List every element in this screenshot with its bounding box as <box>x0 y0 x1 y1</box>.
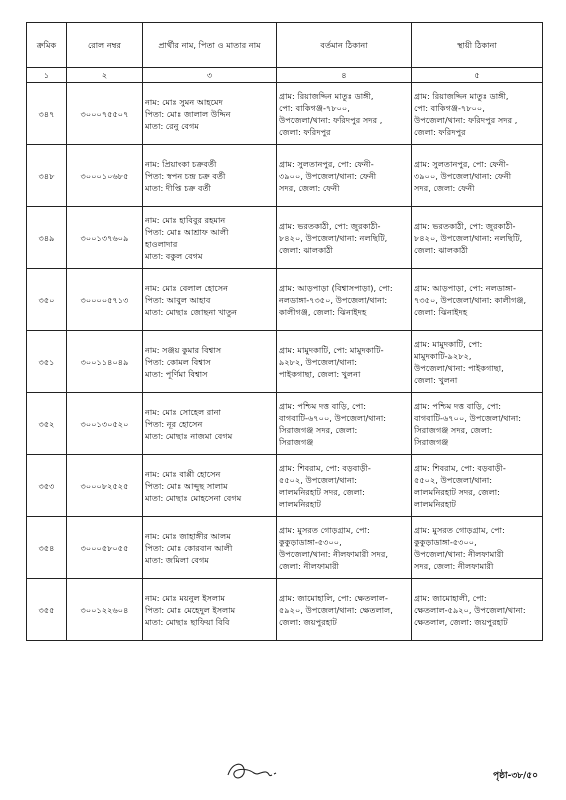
permanent-address-cell-line: জেলা: ফরিদপুর <box>414 126 466 137</box>
permanent-address-cell-line: কুকুড়াডাঙ্গা-৫৩০০, <box>414 536 477 547</box>
present-address-cell-line: সিরাজগঞ্জ সদর, জেলা: <box>279 424 358 435</box>
name-cell <box>143 455 277 517</box>
present-address-cell <box>277 579 412 641</box>
present-address-cell-line: কুকুড়াডাঙ্গা-৫৩০০, <box>279 536 342 547</box>
column-number: ৫ <box>412 68 543 83</box>
present-address-cell-line: নলডাঙ্গা-৭৩৫০, উপজেলা/থানা: <box>279 294 388 305</box>
present-address-cell <box>277 331 412 393</box>
name-cell-line: মাতা: মোছাঃ মোহসেনা বেগম <box>145 492 242 503</box>
serial-cell: ৩৫৩ <box>27 455 67 517</box>
name-cell-line: নাম: মোঃ ময়নুল ইসলাম <box>145 592 226 603</box>
header-row <box>27 23 543 68</box>
roll-cell: ৩০০১৩৭৬০৯ <box>67 207 143 269</box>
name-cell <box>143 145 277 207</box>
present-address-cell-line: ৯২৮২, উপজেলা/থানা: <box>279 356 357 367</box>
table-row <box>27 393 543 455</box>
table-row <box>27 331 543 393</box>
name-cell-line: নাম: সঞ্জয় কুমার বিশ্বাস <box>145 344 222 355</box>
present-address-cell-line: পো: বাকিগঞ্জ-৭৮০০, <box>279 102 350 113</box>
header-name: প্রার্থীর নাম, পিতা ও মাতার নাম <box>143 23 277 68</box>
serial-cell: ৩৫০ <box>27 269 67 331</box>
name-cell-line: মাতা: দীপ্তি চক্র বর্তী <box>145 182 212 193</box>
name-cell-line: পিতা: মোঃ মেহেদুল ইসলাম <box>145 604 236 615</box>
signature-icon <box>224 757 284 785</box>
permanent-address-cell <box>412 145 543 207</box>
name-cell-line: মাতা: বকুল বেগম <box>145 250 203 261</box>
permanent-address-cell <box>412 579 543 641</box>
name-cell-line: পিতা: মোঃ জালাল উদ্দিন <box>145 108 231 119</box>
name-cell-line: নাম: মোঃ বেলাল হোসেন <box>145 282 229 293</box>
present-address-cell-line: ৩৯০০, উপজেলা/থানা: ফেনী <box>279 170 377 181</box>
name-cell-line: পিতা: স্বপন চন্দ্র চক্র বর্তী <box>145 170 226 181</box>
table-row <box>27 207 543 269</box>
column-number: ২ <box>67 68 143 83</box>
permanent-address-cell <box>412 269 543 331</box>
present-address-cell <box>277 455 412 517</box>
permanent-address-cell-line: সদর, জেলা: নীলফামারী <box>414 560 494 571</box>
present-address-cell-line: ৫৫০২, উপজেলা/থানা: <box>279 474 357 485</box>
name-cell <box>143 331 277 393</box>
roll-cell: ৩০০১১৪০৪৯ <box>67 331 143 393</box>
present-address-cell-line: উপজেলা/থানা: ফরিদপুর সদর , <box>279 114 383 125</box>
roll-cell: ৩০০০১০৬৮৫ <box>67 145 143 207</box>
permanent-address-cell <box>412 331 543 393</box>
name-cell-line: নাম: মোঃ হাবিবুর রহমান <box>145 214 226 225</box>
permanent-address-cell-line: গ্রাম: মামুদকাটি, পো: <box>414 338 483 349</box>
table-row <box>27 145 543 207</box>
name-cell-line: মাতা: মোছাঃ নাজমা বেগম <box>145 430 233 441</box>
permanent-address-cell-line: গ্রাম: মুসরত গোড়গ্রাম, পো: <box>414 524 505 535</box>
serial-cell: ৩৫১ <box>27 331 67 393</box>
permanent-address-cell-line: উপজেলা/থানা: নীলফামারী <box>414 548 504 559</box>
permanent-address-cell-line: জেলা: খুলনা <box>414 374 458 385</box>
permanent-address-cell-line: ৩৯০০, উপজেলা/থানা: ফেনী <box>414 170 512 181</box>
name-cell-line: মাতা: রেনু বেগম <box>145 120 199 131</box>
roll-cell: ৩০০০৫৮০৫৫ <box>67 517 143 579</box>
permanent-address-cell-line: উপজেলা/থানা: ফরিদপুর সদর , <box>414 114 518 125</box>
permanent-address-cell-line: বাগবাটি-৬৭০০, উপজেলা/থানা: <box>414 412 521 423</box>
permanent-address-cell-line: লালমনিরহাট সদর, জেলা: <box>414 486 500 497</box>
roll-cell: ৩০০০৮২৫২৫ <box>67 455 143 517</box>
name-cell-line: পিতা: কোমল বিশ্বাস <box>145 356 211 367</box>
present-address-cell-line: কালীগঞ্জ, জেলা: ঝিনাইদহ <box>279 306 367 317</box>
name-cell-line: মাতা: জমিলা বেগম <box>145 554 209 565</box>
permanent-address-cell-line: গ্রাম: পশ্চিম দত্ত বাড়ি, পো: <box>414 400 502 411</box>
candidate-table <box>26 22 543 641</box>
permanent-address-cell-line: ৮৪২০, উপজেলা/থানা: নলছিটি, <box>414 232 523 243</box>
permanent-address-cell <box>412 455 543 517</box>
column-number-row <box>27 68 543 83</box>
present-address-cell-line: জেলা: ফরিদপুর <box>279 126 331 137</box>
permanent-address-cell <box>412 517 543 579</box>
permanent-address-cell-line: গ্রাম: রিয়াজদ্দিন মাতুঃ ডাঙ্গী, <box>414 90 509 101</box>
name-cell <box>143 269 277 331</box>
present-address-cell-line: গ্রাম: মামুদকাটি, পো: মামুদকাটি- <box>279 344 384 355</box>
present-address-cell-line: সিরাজগঞ্জ <box>279 436 314 447</box>
column-number: ১ <box>27 68 67 83</box>
permanent-address-cell-line: জেলা: ঝিনাইদহ <box>414 306 468 317</box>
name-cell-line: নাম: মোঃ সুমন আহমেদ <box>145 96 223 107</box>
present-address-cell-line: গ্রাম: রিয়াজদ্দিন মাতুঃ ডাঙ্গী, <box>279 90 374 101</box>
serial-cell: ৩৫২ <box>27 393 67 455</box>
roll-cell: ৩০০০০৫৭১৩ <box>67 269 143 331</box>
present-address-cell-line: গ্রাম: সুলতানপুর, পো: ফেনী- <box>279 158 374 169</box>
table-row <box>27 517 543 579</box>
present-address-cell <box>277 393 412 455</box>
permanent-address-cell-line: লালমনিরহাট <box>414 498 456 509</box>
permanent-address-cell <box>412 393 543 455</box>
table-row <box>27 455 543 517</box>
table-row <box>27 83 543 145</box>
name-cell-line: নাম: মোঃ সোহেল রানা <box>145 406 221 417</box>
permanent-address-cell-line: গ্রাম: শিবরাম, পো: বড়বাড়ী- <box>414 462 506 473</box>
present-address-cell-line: বাগবাটি-৬৭০০, উপজেলা/থানা: <box>279 412 386 423</box>
name-cell-line: নাম: প্রিয়াংকা চক্রবর্তী <box>145 158 217 169</box>
present-address-cell-line: গ্রাম: মুসরত গোড়গ্রাম, পো: <box>279 524 370 535</box>
serial-cell: ৩৪৮ <box>27 145 67 207</box>
name-cell-line: হাওলাদার <box>145 238 178 249</box>
present-address-cell <box>277 145 412 207</box>
roll-cell: ৩০০০৭৫৫০৭ <box>67 83 143 145</box>
name-cell-line: মাতা: মোছাঃ ছাফিয়া বিবি <box>145 616 230 627</box>
column-number: ৩ <box>143 68 277 83</box>
name-cell <box>143 517 277 579</box>
present-address-cell <box>277 269 412 331</box>
present-address-cell <box>277 517 412 579</box>
present-address-cell-line: গ্রাম: জামোহালি, পো: ক্ষেতলাল- <box>279 592 388 603</box>
present-address-cell <box>277 207 412 269</box>
name-cell-line: পিতা: মোঃ কোরবান আলী <box>145 542 233 553</box>
permanent-address-cell-line: উপজেলা/থানা: পাইকগাছা, <box>414 362 504 373</box>
present-address-cell-line: জেলা: ঝালকাঠী <box>279 244 333 255</box>
present-address-cell-line: লালমনিরহাট <box>279 498 321 509</box>
present-address-cell-line: গ্রাম: আড়পাড়া (বিশ্বাসপাড়া), পো: <box>279 282 393 293</box>
name-cell <box>143 393 277 455</box>
serial-cell: ৩৫৪ <box>27 517 67 579</box>
permanent-address-cell-line: জেলা: ঝালকাঠী <box>414 244 468 255</box>
serial-cell: ৩৪৭ <box>27 83 67 145</box>
present-address-cell-line: ৮৪২০, উপজেলা/থানা: নলছিটি, <box>279 232 388 243</box>
permanent-address-cell-line: পো: বাকিগঞ্জ-৭৮০০, <box>414 102 485 113</box>
table-row <box>27 579 543 641</box>
name-cell <box>143 207 277 269</box>
name-cell-line: মাতা: মোছাঃ জোছনা খাতুন <box>145 306 237 317</box>
name-cell-line: পিতা: মোঃ আব্দুছ সালাম <box>145 480 228 491</box>
permanent-address-cell-line: সিরাজগঞ্জ <box>414 436 449 447</box>
permanent-address-cell-line: গ্রাম: ভরতকাঠী, পো: জুরকাঠী- <box>414 220 516 231</box>
permanent-address-cell-line: গ্রাম: সুলতানপুর, পো: ফেনী- <box>414 158 509 169</box>
permanent-address-cell-line: ৭৩৫০, উপজেলা/থানা: কালীগঞ্জ, <box>414 294 527 305</box>
present-address-cell-line: লালমনিরহাট সদর, জেলা: <box>279 486 365 497</box>
present-address-cell-line: গ্রাম: ভরতকাঠী, পো: জুরকাঠী- <box>279 220 381 231</box>
header-permanent-address: স্থায়ী ঠিকানা <box>412 23 543 68</box>
name-cell <box>143 83 277 145</box>
permanent-address-cell <box>412 83 543 145</box>
name-cell-line: নাম: মোঃ বাপ্পী হোসেন <box>145 468 221 479</box>
column-number: ৪ <box>277 68 412 83</box>
serial-cell: ৩৪৯ <box>27 207 67 269</box>
present-address-cell-line: গ্রাম: পশ্চিম দত্ত বাড়ি, পো: <box>279 400 367 411</box>
name-cell-line: নাম: মোঃ জাহাঙ্গীর আলম <box>145 530 231 541</box>
name-cell-line: পিতা: আবুল আহাব <box>145 294 211 305</box>
table-row <box>27 269 543 331</box>
roll-cell: ৩০০১২২৬০৪ <box>67 579 143 641</box>
permanent-address-cell-line: গ্রাম: আড়পাড়া, পো: নলডাঙ্গা- <box>414 282 516 293</box>
roll-cell: ৩০০১৩০৫২০ <box>67 393 143 455</box>
header-roll: রোল নম্বর <box>67 23 143 68</box>
present-address-cell-line: জেলা: নীলফামারী <box>279 560 339 571</box>
permanent-address-cell-line: ৫৫০২, উপজেলা/থানা: <box>414 474 492 485</box>
permanent-address-cell-line: গ্রাম: জামোহালী, পো: <box>414 592 487 603</box>
present-address-cell-line: সদর, জেলা: ফেনী <box>279 182 340 193</box>
permanent-address-cell-line: ক্ষেতলাল, জেলা: জয়পুরহাট <box>414 616 508 627</box>
present-address-cell-line: পাইকগাছা, জেলা: খুলনা <box>279 368 361 379</box>
name-cell-line: মাতা: পূর্ণিমা বিশ্বাস <box>145 368 208 379</box>
permanent-address-cell-line: সিরাজগঞ্জ সদর, জেলা: <box>414 424 493 435</box>
permanent-address-cell-line: মামুদকাটি-৯২৮২, <box>414 350 472 361</box>
name-cell-line: পিতা: নূর হোসেন <box>145 418 203 429</box>
present-address-cell-line: ৫৯২০, উপজেলা/থানা: ক্ষেতলাল, <box>279 604 393 615</box>
permanent-address-cell-line: ক্ষেতলাল-৫৯২০, উপজেলা/থানা: <box>414 604 526 615</box>
present-address-cell-line: গ্রাম: শিবরাম, পো: বড়বাড়ী- <box>279 462 371 473</box>
present-address-cell-line: জেলা: জয়পুরহাট <box>279 616 337 627</box>
present-address-cell <box>277 83 412 145</box>
present-address-cell-line: উপজেলা/থানা: নীলফামারী সদর, <box>279 548 388 559</box>
page-number: পৃষ্ঠা-৩৮/৫০ <box>493 771 538 781</box>
name-cell-line: পিতা: মোঃ আশ্রাফ আলী <box>145 226 229 237</box>
serial-cell: ৩৫৫ <box>27 579 67 641</box>
permanent-address-cell <box>412 207 543 269</box>
permanent-address-cell-line: সদর, জেলা: ফেনী <box>414 182 475 193</box>
header-present-address: বর্তমান ঠিকানা <box>277 23 412 68</box>
name-cell <box>143 579 277 641</box>
header-serial: ক্রমিক <box>27 23 67 68</box>
